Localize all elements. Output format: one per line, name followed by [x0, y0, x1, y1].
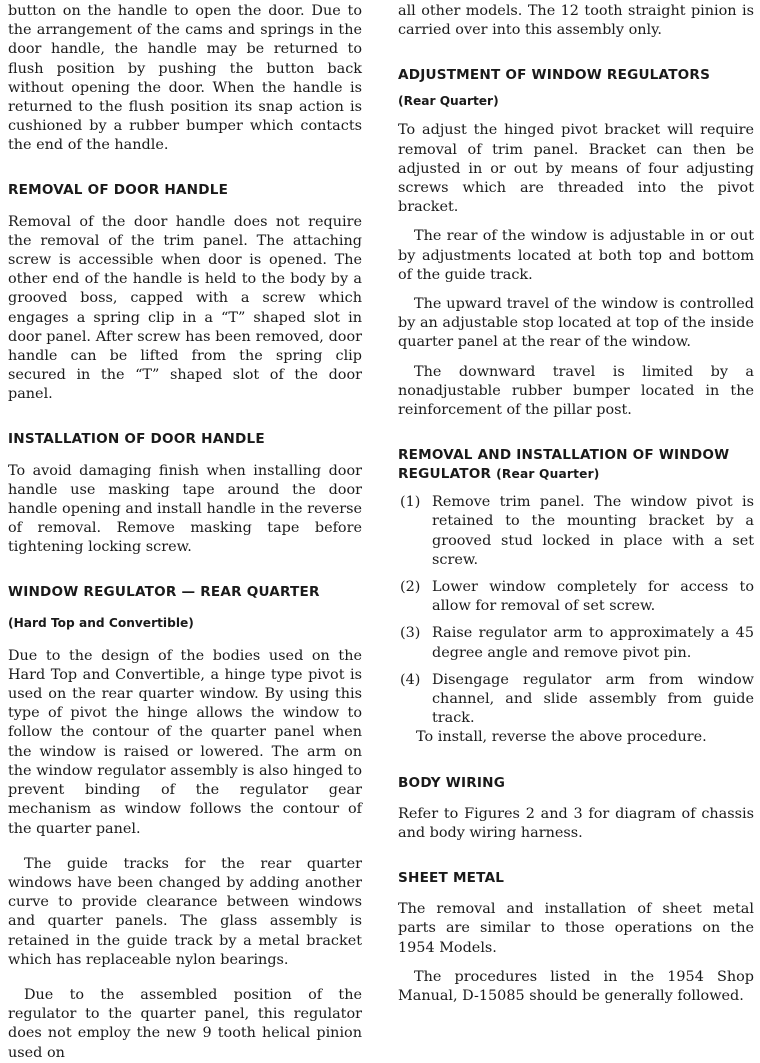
right-column	[398, 0, 754, 1006]
heading-installation-of-door-handle: INSTALLATION OF DOOR HANDLE	[8, 430, 265, 447]
step-text: Disengage regulator arm from window channel, and slide assembly from guide track.	[432, 671, 754, 727]
heading-removal-and-installation-of-window-regulator	[398, 446, 754, 484]
subheading-hard-top-and-convertible: (Hard Top and Convertible)	[8, 615, 194, 630]
paragraph-shop-manual-reference: The procedures listed in the 1954 Shop Manual, D-15085 should be generally followed.	[398, 968, 754, 1004]
paragraph-adjust-pivot-bracket: To adjust the hinged pivot bracket will require removal of trim panel. Bracket can then be adjusted in or out by means of four adjusting screws which are threaded into the pivot bracket.	[398, 122, 754, 216]
step-text: Raise regulator arm to approximately a 45 degree angle and remove pivot pin.	[432, 625, 754, 661]
step-number: (2)	[400, 579, 421, 596]
paragraph-to-install: To install, reverse the above procedure.	[416, 729, 707, 746]
paragraph-installation-of-door-handle: To avoid damaging finish when installing door handle use masking tape around the door handle opening and install handle in the reverse of removal. Remove masking tape before tightening locking screw.	[8, 462, 362, 556]
step-number: (4)	[400, 671, 421, 688]
heading-window-regulator-rear-quarter: WINDOW REGULATOR — REAR QUARTER	[8, 583, 320, 600]
subheading-rear-quarter: (Rear Quarter)	[398, 94, 499, 109]
paragraph-body-wiring: Refer to Figures 2 and 3 for diagram of chassis and body wiring harness.	[398, 805, 754, 841]
paragraph-12-tooth-pinion: all other models. The 12 tooth straight pinion is carried over into this assembly only.	[398, 3, 754, 39]
step-text: Remove trim panel. The window pivot is retained to the mounting bracket by a grooved stud locked in place with a set screw.	[432, 494, 754, 568]
paragraph-adjust-rear-of-window: The rear of the window is adjustable in or out by adjustments located at both top and bottom of the guide track.	[398, 228, 754, 283]
paragraph-guide-tracks: The guide tracks for the rear quarter windows have been changed by adding another curve to provide clearance between windows and quarter panels. The glass assembly is retained in the guide track by a metal bracket which has replaceable nylon bearings.	[8, 855, 362, 968]
procedure-step	[398, 624, 754, 662]
left-column	[8, 0, 362, 1063]
heading-removal-of-door-handle: REMOVAL OF DOOR HANDLE	[8, 181, 229, 198]
step-number: (3)	[400, 625, 421, 642]
step-text: Lower window completely for access to allow for removal of set screw.	[432, 579, 754, 615]
procedure-step	[398, 578, 754, 616]
procedure-steps-list	[398, 493, 754, 728]
paragraph-removal-of-door-handle: Removal of the door handle does not require the removal of the trim panel. The attaching screw is accessible when door is opened. The other end of the handle is held to the body by a grooved boss, capped with a screw which engages a spring clip in a “T” shaped slot in door panel. After screw has been removed, door handle can be lifted from the spring clip secured in the “T” shaped slot of the door panel.	[8, 213, 362, 403]
heading-adjustment-of-window-regulators: ADJUSTMENT OF WINDOW REGULATORS	[398, 67, 711, 84]
heading-line-1: REMOVAL AND INSTALLATION OF WINDOW	[398, 447, 730, 464]
procedure-step	[398, 671, 754, 729]
paragraph-sheet-metal-removal: The removal and installation of sheet metal parts are similar to those operations on the 1954 Models.	[398, 901, 754, 956]
paragraph-hinge-pivot-design: Due to the design of the bodies used on the Hard Top and Convertible, a hinge type pivot is used on the rear quarter window. By using this type of pivot the hinge allows the window to follow the contour of the quarter panel when the window is raised or lowered. The arm on the window regulator assembly is also hinged to prevent binding of the regulator gear mechanism as window follows the contour of the quarter panel.	[8, 647, 362, 837]
procedure-step	[398, 493, 754, 570]
heading-body-wiring: BODY WIRING	[398, 774, 506, 791]
step-number: (1)	[400, 494, 421, 511]
paragraph-downward-travel: The downward travel is limited by a nonadjustable rubber bumper located in the reinforcement of the pillar post.	[398, 363, 754, 419]
paragraph-assembled-position: Due to the assembled position of the regulator to the quarter panel, this regulator does not employ the new 9 tooth helical pinion used on	[8, 986, 362, 1061]
paragraph-upward-travel: The upward travel of the window is controlled by an adjustable stop located at top of the inside quarter panel at the rear of the window.	[398, 296, 754, 351]
heading-sheet-metal: SHEET METAL	[398, 870, 505, 887]
heading-rear-quarter-qualifier: (Rear Quarter)	[496, 467, 600, 482]
paragraph-door-button: button on the handle to open the door. Due to the arrangement of the cams and springs in the door handle, the handle may be returned to flush position by pushing the button back without opening the door. When the handle is returned to the flush position its snap action is cushioned by a rubber bumper which contacts the end of the handle.	[8, 3, 362, 154]
heading-line-2: REGULATOR	[398, 466, 492, 483]
